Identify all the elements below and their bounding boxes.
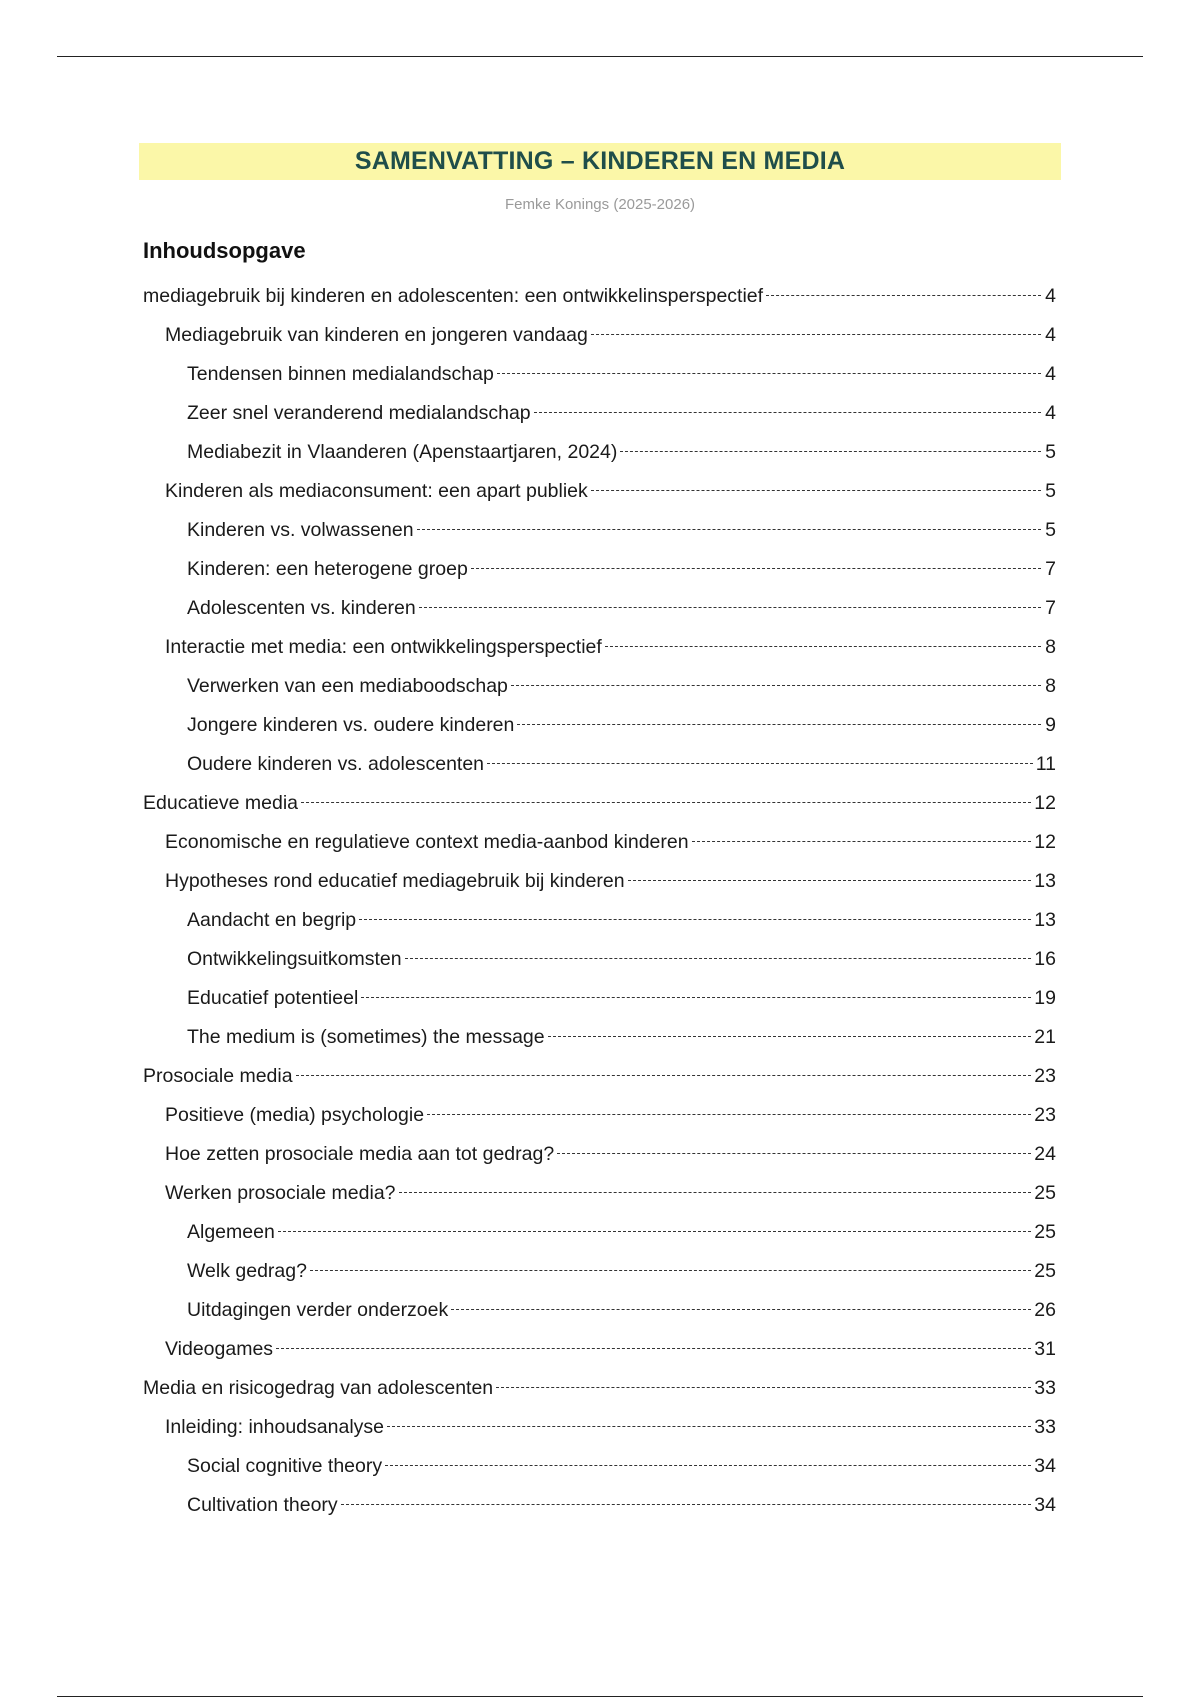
toc-entry[interactable] bbox=[143, 550, 1056, 589]
toc-entry-label: Oudere kinderen vs. adolescenten bbox=[187, 753, 485, 775]
toc-entry-page: 25 bbox=[1034, 1221, 1056, 1243]
toc-entry[interactable] bbox=[143, 511, 1056, 550]
toc-entry-page: 21 bbox=[1034, 1026, 1056, 1048]
toc-entry-label: Prosociale media bbox=[143, 1065, 293, 1087]
toc-dotted-leader bbox=[497, 373, 1041, 374]
toc-entry-label: Cultivation theory bbox=[187, 1494, 338, 1516]
toc-dotted-leader bbox=[692, 841, 1032, 842]
toc-entry-label: Tendensen binnen medialandschap bbox=[187, 363, 494, 385]
toc-dotted-leader bbox=[296, 1075, 1032, 1076]
toc-dotted-leader bbox=[427, 1114, 1031, 1115]
toc-entry[interactable] bbox=[143, 1174, 1056, 1213]
toc-entry[interactable] bbox=[143, 1096, 1056, 1135]
toc-entry[interactable] bbox=[143, 1291, 1056, 1330]
toc-entry-page: 5 bbox=[1045, 480, 1056, 502]
toc-entry-label: Mediagebruik van kinderen en jongeren vandaag bbox=[165, 324, 588, 346]
toc-entry-label: Inleiding: inhoudsanalyse bbox=[165, 1416, 384, 1438]
toc-entry-label: Kinderen vs. volwassenen bbox=[187, 519, 414, 541]
toc-entry-label: Aandacht en begrip bbox=[187, 909, 357, 931]
toc-dotted-leader bbox=[405, 958, 1032, 959]
toc-entry-page: 12 bbox=[1034, 792, 1056, 814]
toc-entry[interactable] bbox=[143, 1057, 1056, 1096]
toc-entry[interactable] bbox=[143, 940, 1056, 979]
toc-entry-page: 24 bbox=[1034, 1143, 1056, 1165]
toc-entry-label: Welk gedrag? bbox=[187, 1260, 307, 1282]
toc-dotted-leader bbox=[591, 490, 1041, 491]
toc-dotted-leader bbox=[628, 880, 1032, 881]
toc-entry-label: Social cognitive theory bbox=[187, 1455, 383, 1477]
toc-entry-page: 34 bbox=[1034, 1455, 1056, 1477]
toc-entry[interactable] bbox=[143, 1018, 1056, 1057]
toc-entry-label: The medium is (sometimes) the message bbox=[187, 1026, 545, 1048]
toc-entry[interactable] bbox=[143, 1447, 1056, 1486]
toc-entry-label: Werken prosociale media? bbox=[165, 1182, 396, 1204]
toc-entry[interactable] bbox=[143, 706, 1056, 745]
toc-dotted-leader bbox=[557, 1153, 1031, 1154]
toc-entry-label: Hoe zetten prosociale media aan tot gedrag? bbox=[165, 1143, 555, 1165]
toc-entry-page: 5 bbox=[1045, 519, 1056, 541]
document-title: SAMENVATTING – KINDEREN EN MEDIA bbox=[354, 147, 846, 175]
toc-entry[interactable] bbox=[143, 784, 1056, 823]
toc-entry-label: Adolescenten vs. kinderen bbox=[187, 597, 416, 619]
toc-entry-page: 16 bbox=[1034, 948, 1056, 970]
toc-dotted-leader bbox=[766, 295, 1041, 296]
toc-entry-label: Videogames bbox=[165, 1338, 274, 1360]
toc-heading: Inhoudsopgave bbox=[143, 238, 306, 263]
toc-entry[interactable] bbox=[143, 1369, 1056, 1408]
toc-entry-page: 23 bbox=[1034, 1104, 1056, 1126]
toc-entry-label: Algemeen bbox=[187, 1221, 275, 1243]
toc-entry-label: Media en risicogedrag van adolescenten bbox=[143, 1377, 494, 1399]
toc-dotted-leader bbox=[387, 1426, 1031, 1427]
toc-entry[interactable] bbox=[143, 1408, 1056, 1447]
toc-entry[interactable] bbox=[143, 433, 1056, 472]
toc-entry[interactable] bbox=[143, 1213, 1056, 1252]
toc-dotted-leader bbox=[276, 1348, 1031, 1349]
toc-entry[interactable] bbox=[143, 355, 1056, 394]
toc-entry-page: 13 bbox=[1034, 909, 1056, 931]
toc-entry-label: Educatief potentieel bbox=[187, 987, 359, 1009]
toc-entry[interactable] bbox=[143, 862, 1056, 901]
toc-entry-label: Mediabezit in Vlaanderen (Apenstaartjaren, 2024) bbox=[187, 441, 618, 463]
toc-entry-page: 33 bbox=[1034, 1377, 1056, 1399]
toc-entry-page: 33 bbox=[1034, 1416, 1056, 1438]
toc-entry[interactable] bbox=[143, 628, 1056, 667]
toc-entry-label: Economische en regulatieve context media-aanbod kinderen bbox=[165, 831, 689, 853]
toc-entry[interactable] bbox=[143, 979, 1056, 1018]
toc-dotted-leader bbox=[511, 685, 1041, 686]
toc-entry-page: 7 bbox=[1045, 597, 1056, 619]
toc-entry[interactable] bbox=[143, 745, 1056, 784]
toc-dotted-leader bbox=[517, 724, 1041, 725]
toc-dotted-leader bbox=[301, 802, 1031, 803]
header-rule bbox=[57, 56, 1143, 57]
toc-entry[interactable] bbox=[143, 589, 1056, 628]
toc-entry[interactable] bbox=[143, 901, 1056, 940]
toc-entry-page: 25 bbox=[1034, 1182, 1056, 1204]
toc-entry-label: Ontwikkelingsuitkomsten bbox=[187, 948, 402, 970]
toc-dotted-leader bbox=[361, 997, 1031, 998]
toc-dotted-leader bbox=[419, 607, 1041, 608]
toc-entry-page: 11 bbox=[1035, 753, 1056, 775]
toc-entry-page: 34 bbox=[1034, 1494, 1056, 1516]
toc-entry-page: 31 bbox=[1034, 1338, 1056, 1360]
toc-entry[interactable] bbox=[143, 1135, 1056, 1174]
toc-entry-page: 4 bbox=[1045, 285, 1056, 307]
toc-entry-page: 19 bbox=[1034, 987, 1056, 1009]
toc-dotted-leader bbox=[471, 568, 1041, 569]
toc-entry-page: 4 bbox=[1045, 402, 1056, 424]
toc-entry-page: 7 bbox=[1045, 558, 1056, 580]
toc-entry-page: 9 bbox=[1045, 714, 1056, 736]
toc-dotted-leader bbox=[278, 1231, 1031, 1232]
toc-entry[interactable] bbox=[143, 394, 1056, 433]
toc-entry-label: Kinderen: een heterogene groep bbox=[187, 558, 468, 580]
toc-entry-page: 5 bbox=[1045, 441, 1056, 463]
toc-dotted-leader bbox=[605, 646, 1041, 647]
toc-entry-label: Educatieve media bbox=[143, 792, 299, 814]
title-banner bbox=[139, 143, 1061, 180]
toc-dotted-leader bbox=[548, 1036, 1032, 1037]
toc-entry-label: Interactie met media: een ontwikkelingsperspectief bbox=[165, 636, 602, 658]
toc-entry-label: Jongere kinderen vs. oudere kinderen bbox=[187, 714, 515, 736]
toc-entry[interactable] bbox=[143, 277, 1056, 316]
toc-entry-page: 26 bbox=[1034, 1299, 1056, 1321]
toc-dotted-leader bbox=[341, 1504, 1032, 1505]
toc-entry-label: Uitdagingen verder onderzoek bbox=[187, 1299, 449, 1321]
toc-entry[interactable] bbox=[143, 316, 1056, 355]
toc-entry-page: 4 bbox=[1045, 324, 1056, 346]
toc-dotted-leader bbox=[451, 1309, 1031, 1310]
toc-dotted-leader bbox=[385, 1465, 1031, 1466]
toc-entry[interactable] bbox=[143, 1252, 1056, 1291]
toc-entry[interactable] bbox=[143, 1486, 1056, 1525]
toc-entry-page: 8 bbox=[1045, 636, 1056, 658]
toc-entry-page: 4 bbox=[1045, 363, 1056, 385]
toc-dotted-leader bbox=[399, 1192, 1032, 1193]
toc-entry-page: 23 bbox=[1034, 1065, 1056, 1087]
toc-entry[interactable] bbox=[143, 823, 1056, 862]
toc-dotted-leader bbox=[496, 1387, 1031, 1388]
toc-entry-label: Kinderen als mediaconsument: een apart publiek bbox=[165, 480, 588, 502]
toc-dotted-leader bbox=[359, 919, 1031, 920]
toc-dotted-leader bbox=[534, 412, 1041, 413]
toc-dotted-leader bbox=[417, 529, 1041, 530]
document-author: Femke Konings (2025-2026) bbox=[504, 196, 696, 213]
toc-entry-label: Zeer snel veranderend medialandschap bbox=[187, 402, 531, 424]
toc-entry-page: 25 bbox=[1034, 1260, 1056, 1282]
toc-entry-page: 12 bbox=[1034, 831, 1056, 853]
toc-entry-label: Hypotheses rond educatief mediagebruik bij kinderen bbox=[165, 870, 625, 892]
toc-dotted-leader bbox=[310, 1270, 1031, 1271]
toc-entry[interactable] bbox=[143, 472, 1056, 511]
toc-dotted-leader bbox=[591, 334, 1041, 335]
toc-entry-label: mediagebruik bij kinderen en adolescenten: een ontwikkelinsperspectief bbox=[143, 285, 764, 307]
toc-entry-page: 8 bbox=[1045, 675, 1056, 697]
toc-dotted-leader bbox=[487, 763, 1033, 764]
table-of-contents bbox=[143, 277, 1056, 1525]
toc-entry-label: Positieve (media) psychologie bbox=[165, 1104, 425, 1126]
toc-entry[interactable] bbox=[143, 667, 1056, 706]
footer-rule bbox=[57, 1696, 1143, 1697]
toc-entry-label: Verwerken van een mediaboodschap bbox=[187, 675, 508, 697]
toc-entry[interactable] bbox=[143, 1330, 1056, 1369]
toc-entry-page: 13 bbox=[1034, 870, 1056, 892]
toc-dotted-leader bbox=[620, 451, 1041, 452]
